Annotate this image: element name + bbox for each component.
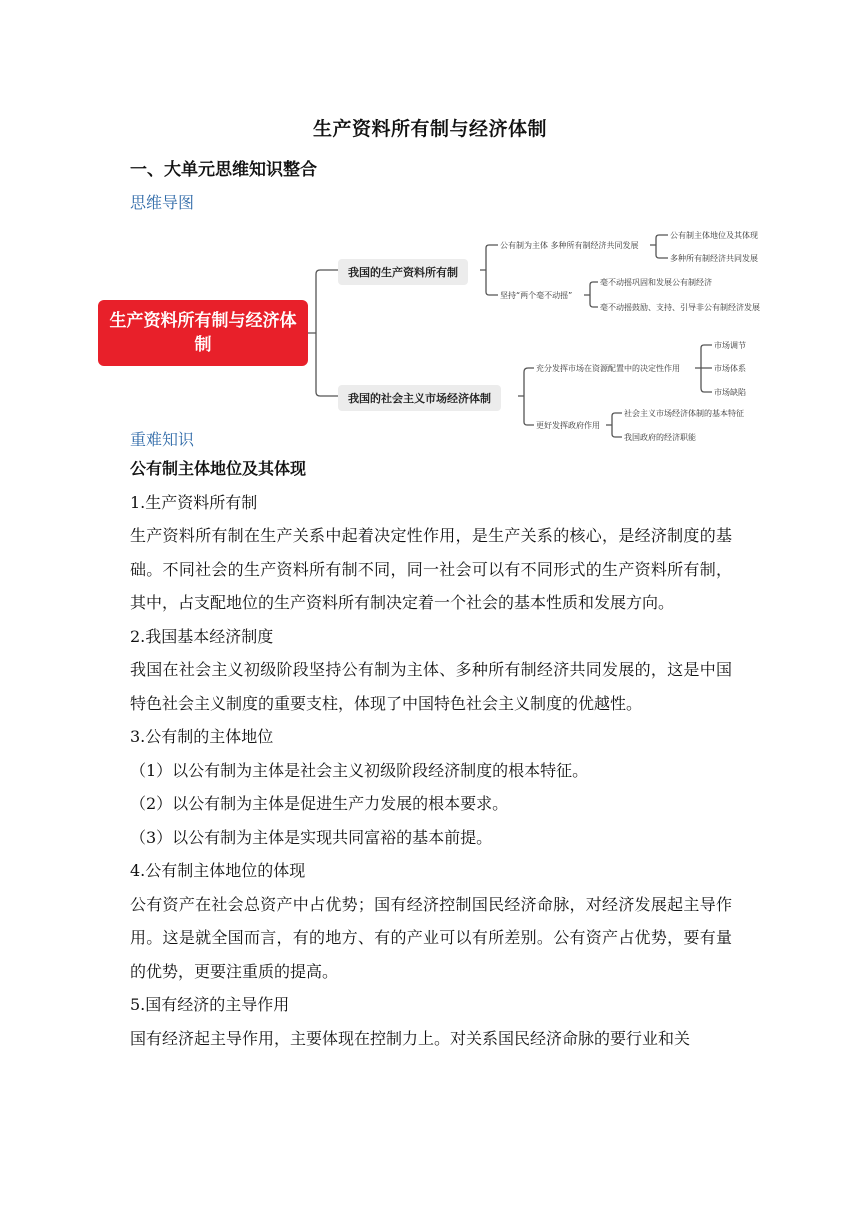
branch-market-economy: 我国的社会主义市场经济体制 — [338, 385, 501, 411]
mind-map — [90, 220, 790, 450]
node-government-role: 更好发挥政府作用 — [536, 421, 600, 430]
leaf-market-regulation: 市场调节 — [714, 341, 746, 350]
section-heading: 5.国有经济的主导作用 — [130, 995, 290, 1014]
leaf-market-system: 市场体系 — [714, 364, 746, 373]
mind-map-root: 生产资料所有制与经济体制 — [98, 300, 308, 366]
leaf-basic-features: 社会主义市场经济体制的基本特征 — [624, 409, 744, 418]
leaf-market-defects: 市场缺陷 — [714, 388, 746, 397]
section-heading: 3.公有制的主体地位 — [130, 727, 274, 746]
list-item: （2）以公有制为主体是促进生产力发展的根本要求。 — [130, 794, 509, 813]
section-heading: 1.生产资料所有制 — [130, 492, 258, 512]
list-item: （1）以公有制为主体是社会主义初级阶段经济制度的根本特征。 — [130, 760, 589, 780]
node-market-role: 充分发挥市场在资源配置中的决定性作用 — [536, 364, 680, 373]
leaf-encourage-nonpublic: 毫不动摇鼓励、支持、引导非公有制经济发展 — [600, 303, 760, 312]
list-item: （3）以公有制为主体是实现共同富裕的基本前提。 — [130, 827, 493, 847]
paragraph: 国有经济起主导作用，主要体现在控制力上。对关系国民经济命脉的要行业和关 — [130, 1028, 691, 1048]
leaf-public-status: 公有制主体地位及其体现 — [670, 231, 758, 240]
leaf-government-functions: 我国政府的经济职能 — [624, 433, 696, 442]
paragraph: 我国在社会主义初级阶段坚持公有制为主体、多种所有制经济共同发展的，这是中国特色社会主义制度的重要支柱，体现了中国特色社会主义制度的优越性。 — [130, 660, 732, 713]
section-heading: 2.我国基本经济制度 — [130, 626, 274, 646]
page-title: 生产资料所有制与经济体制 — [312, 118, 547, 140]
leaf-multi-ownership: 多种所有制经济共同发展 — [670, 254, 758, 263]
mindmap-label: 思维导图 — [130, 193, 195, 212]
node-public-main: 公有制为主体 多种所有制经济共同发展 — [500, 241, 639, 250]
node-two-unwavering: 坚持“两个毫不动摇” — [500, 291, 573, 300]
content-body — [130, 452, 732, 1055]
paragraph: 生产资料所有制在生产关系中起着决定性作用，是生产关系的核心，是经济制度的基础。不同社会的生产资料所有制不同，同一社会可以有不同形式的生产资料所有制，其中，占支配地位的生产资料所有制决定着一个社会的基本性质和发展方向。 — [130, 526, 732, 612]
subsection-heading: 公有制主体地位及其体现 — [130, 459, 307, 478]
branch-ownership: 我国的生产资料所有制 — [338, 259, 468, 285]
section-heading: 一、大单元思维知识整合 — [130, 160, 317, 180]
key-knowledge-label: 重难知识 — [130, 430, 195, 449]
leaf-consolidate-public: 毫不动摇巩固和发展公有制经济 — [600, 278, 712, 287]
paragraph: 公有资产在社会总资产中占优势；国有经济控制国民经济命脉，对经济发展起主导作用。这是就全国而言，有的地方、有的产业可以有所差别。公有资产占优势，要有量的优势，更要注重质的提高。 — [130, 894, 732, 981]
section-heading: 4.公有制主体地位的体现 — [130, 861, 306, 880]
